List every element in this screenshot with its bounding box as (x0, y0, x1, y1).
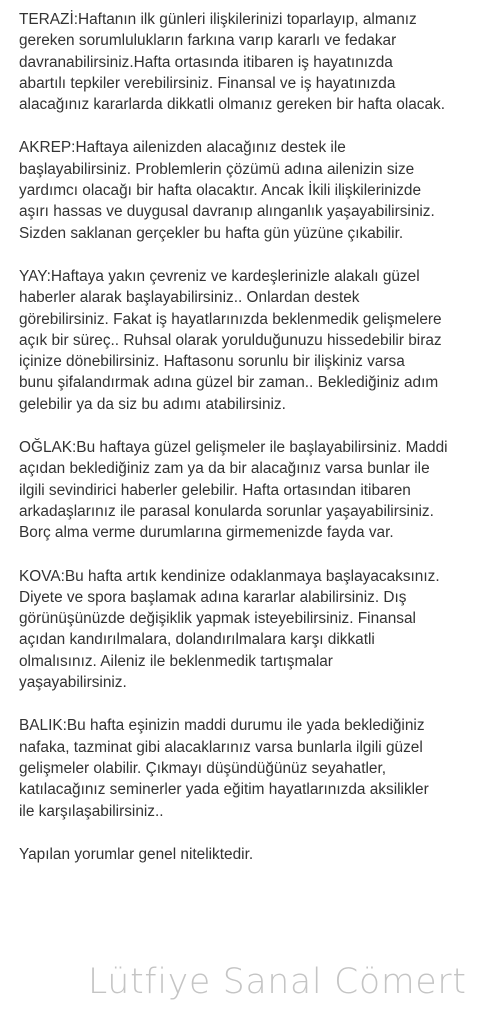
kova-paragraph: KOVA:Bu hafta artık kendinize odaklanmaya başlayacaksınız. Diyete ve spora başlamak adına kararlar alabilirsiniz. Dış görünüşünüzde değişiklik yapmak isteyebilirsiniz. Finansal açıdan kandırılmalara, dolandırılmalara karşı dikkatli olmalısınız. Aileniz ile beklenmedik tartışmalar yaşayabilirsiniz. (19, 567, 440, 692)
akrep-paragraph: AKREP:Haftaya ailenizden alacağınız destek ile başlayabilirsiniz. Problemlerin çözümü adına ailenizin size yardımcı olacağı bir hafta olacaktır. Ancak İkili ilişkilerinizde aşırı hassas ve duygusal davranıp alınganlık yaşayabilirsiniz. Sizden saklanan gerçekler bu hafta gün yüzüne çıkabilir. (19, 139, 435, 242)
disclaimer-text: Yapılan yorumlar genel niteliktedir. (19, 845, 254, 863)
yay-paragraph: YAY:Haftaya yakın çevreniz ve kardeşlerinizle alakalı güzel haberler alarak başlayabilirsiniz.. Onlardan destek görebilirsiniz. Fakat iş hayatlarınızda beklenmedik gelişmelere açık bir süreç.. Ruhsal olarak yorulduğunuzu hissedebilir biraz içinize dönebilirsiniz. Haftasonu sorunlu bir ilişkiniz varsa bunu şifalandırmak adına güzel bir zaman.. Beklediğiniz adım gelebilir ya da siz bu adımı atabilirsiniz. (19, 267, 442, 413)
paragraph-spacer (19, 244, 492, 266)
paragraph-spacer (19, 822, 492, 844)
terazi-paragraph: TERAZİ:Haftanın ilk günleri ilişkilerinizi toparlayıp, almanız gereken sorumlulukların farkına varıp kararlı ve fedakar davranabilirsiniz.Hafta ortasında itibaren iş hayatınızda abartılı tepkiler verebilirsiniz. Finansal ve iş hayatınızda alacağınız kararlarda dikkatli olmanız gereken bir hafta olacak. (19, 11, 446, 114)
oglak-paragraph: OĞLAK:Bu haftaya güzel gelişmeler ile başlayabilirsiniz. Maddi açıdan beklediğiniz zam ya da bir alacağınız varsa bunlar ile ilgili sevindirici haberler gelebilir. Hafta ortasından itibaren arkadaşlarınız ile parasal konularda sorunlar yaşayabilirsiniz. Borç alma verme durumlarına girmemenizde fayda var. (19, 439, 448, 542)
balik-paragraph: BALIK:Bu hafta eşinizin maddi durumu ile yada beklediğiniz nafaka, tazminat gibi alacaklarınız varsa bunlarla ilgili güzel gelişmeler olabilir. Çıkmayı düşündüğünüz seyahatler, katılacağınız seminerler yada eğitim hayatlarınızda aksilikler ile karşılaşabilirsiniz.. (19, 717, 429, 820)
paragraph-spacer (19, 693, 492, 715)
author-watermark: Lütfiye Sanal Cömert (88, 962, 467, 1002)
paragraph-spacer (19, 415, 492, 437)
paragraph-spacer (19, 544, 492, 566)
paragraph-spacer (19, 115, 492, 137)
